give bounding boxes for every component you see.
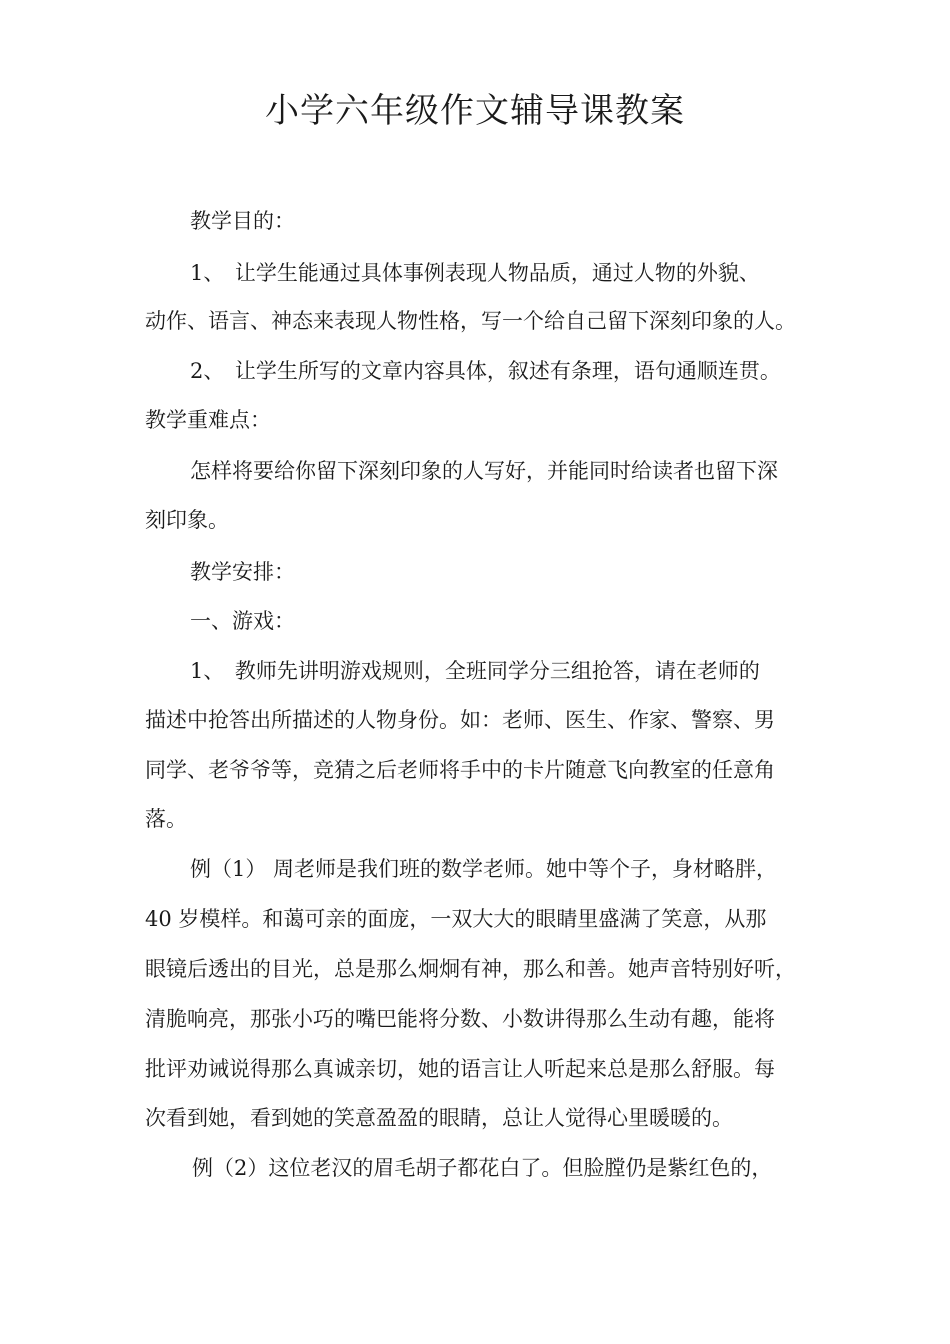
text-line: 同学、老爷爷等，竞猜之后老师将手中的卡片随意飞向教室的任意角 (145, 758, 775, 782)
text-line: 例（2）这位老汉的眉毛胡子都花白了。但脸膛仍是紫红色的， (192, 1156, 773, 1180)
text-line: 刻印象。 (145, 508, 229, 532)
text-line: 2、 让学生所写的文章内容具体，叙述有条理，语句通顺连贯。 (190, 359, 781, 383)
text-line: 批评劝诫说得那么真诚亲切，她的语言让人听起来总是那么舒服。每 (145, 1057, 775, 1081)
text-line: 1、 让学生能通过具体事例表现人物品质，通过人物的外貌、 (190, 261, 760, 285)
text-line: 教学重难点： (145, 408, 271, 432)
text-line: 动作、语言、神态来表现人物性格，写一个给自己留下深刻印象的人。 (145, 309, 796, 333)
text-line: 眼镜后透出的目光，总是那么炯炯有神，那么和善。她声音特别好听， (145, 957, 796, 981)
text-line: 怎样将要给你留下深刻印象的人写好，并能同时给读者也留下深 (190, 459, 778, 483)
document-title: 小学六年级作文辅导课教案 (265, 91, 685, 131)
text-line: 一、游戏： (190, 609, 295, 633)
text-line: 40 岁模样。和蔼可亲的面庞，一双大大的眼睛里盛满了笑意，从那 (145, 907, 767, 931)
text-line: 清脆响亮，那张小巧的嘴巴能将分数、小数讲得那么生动有趣，能将 (145, 1007, 775, 1031)
text-line: 教学目的： (190, 209, 295, 233)
text-line: 1、 教师先讲明游戏规则，全班同学分三组抢答，请在老师的 (190, 659, 760, 683)
text-line: 落。 (145, 807, 187, 831)
text-line: 例（1） 周老师是我们班的数学老师。她中等个子，身材略胖， (190, 857, 778, 881)
text-line: 描述中抢答出所描述的人物身份。如：老师、医生、作家、警察、男 (145, 708, 775, 732)
text-line: 教学安排： (190, 560, 295, 584)
text-line: 次看到她，看到她的笑意盈盈的眼睛，总让人觉得心里暖暖的。 (145, 1106, 733, 1130)
